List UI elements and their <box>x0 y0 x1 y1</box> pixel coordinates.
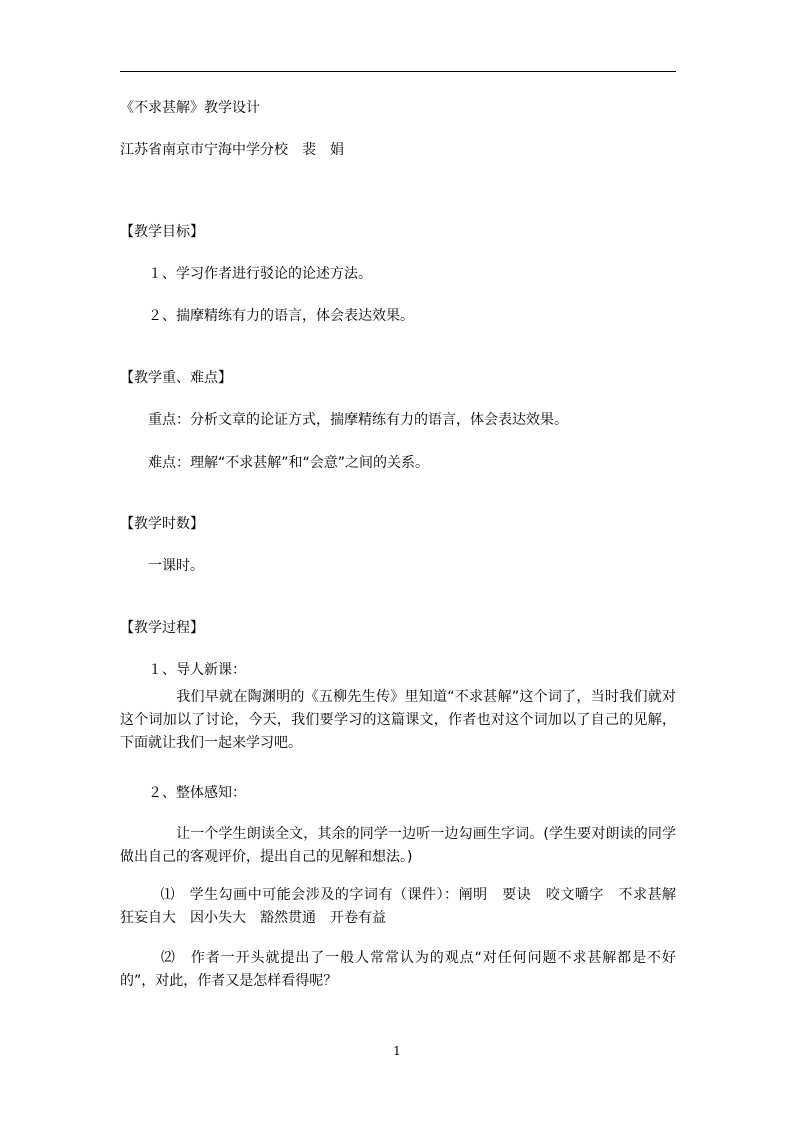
step1-title: １、导人新课： <box>148 662 246 678</box>
step2-title: ２、整体感知： <box>148 785 246 801</box>
step2-paragraph-text: 让一个学生朗读全文，其余的同学一边听一边勾画生字词。(学生要对朗读的同学做出自己的客观评价，提出自己的见解和想法。) <box>120 826 676 865</box>
step2-paragraph <box>120 823 676 869</box>
sub-item-2 <box>120 947 676 993</box>
sub-item-2-text: 作者一开头就提出了一般人常常认为的观点“对任何问题不求甚解都是不好的”，对此，作者又是怎样看得呢？ <box>120 950 676 989</box>
sub-item-1-marker: ⑴ <box>160 887 176 903</box>
hours-text: 一课时。 <box>148 558 204 574</box>
hours-heading: 【教学时数】 <box>120 516 204 532</box>
key-points-heading: 【教学重、难点】 <box>120 370 232 386</box>
process-heading: 【教学过程】 <box>120 620 204 636</box>
sub-item-2-marker: ⑵ <box>160 950 176 966</box>
goals-heading: 【教学目标】 <box>120 224 204 240</box>
header-rule <box>120 71 676 72</box>
author-line: 江苏省南京市宁海中学分校 裴 娟 <box>120 142 344 158</box>
step1-paragraph <box>120 686 676 755</box>
key-point-item-1: 重点：分析文章的论证方式，揣摩精练有力的语言，体会表达效果。 <box>148 412 568 428</box>
goal-item-1: １、学习作者进行驳论的论述方法。 <box>148 266 372 282</box>
document-title: 《不求甚解》教学设计 <box>120 100 260 116</box>
key-point-item-2: 难点：理解“不求甚解”和“会意”之间的关系。 <box>148 455 430 471</box>
sub-item-1-text: 学生勾画中可能会涉及的字词有（课件）：阐明 要诀 咬文嚼字 不求甚解 狂妄自大 因小失大 豁然贯通 开卷有益 <box>120 887 691 926</box>
goal-item-2: ２、揣摩精练有力的语言，体会表达效果。 <box>148 308 414 324</box>
sub-item-1 <box>120 884 691 930</box>
step1-paragraph-text: 我们早就在陶渊明的《五柳先生传》里知道“不求甚解”这个词了，当时我们就对这个词加以了讨论，今天，我们要学习的这篇课文，作者也对这个词加以了自己的见解，下面就让我们一起来学习吧。 <box>120 689 676 751</box>
page-number: 1 <box>393 1044 401 1058</box>
